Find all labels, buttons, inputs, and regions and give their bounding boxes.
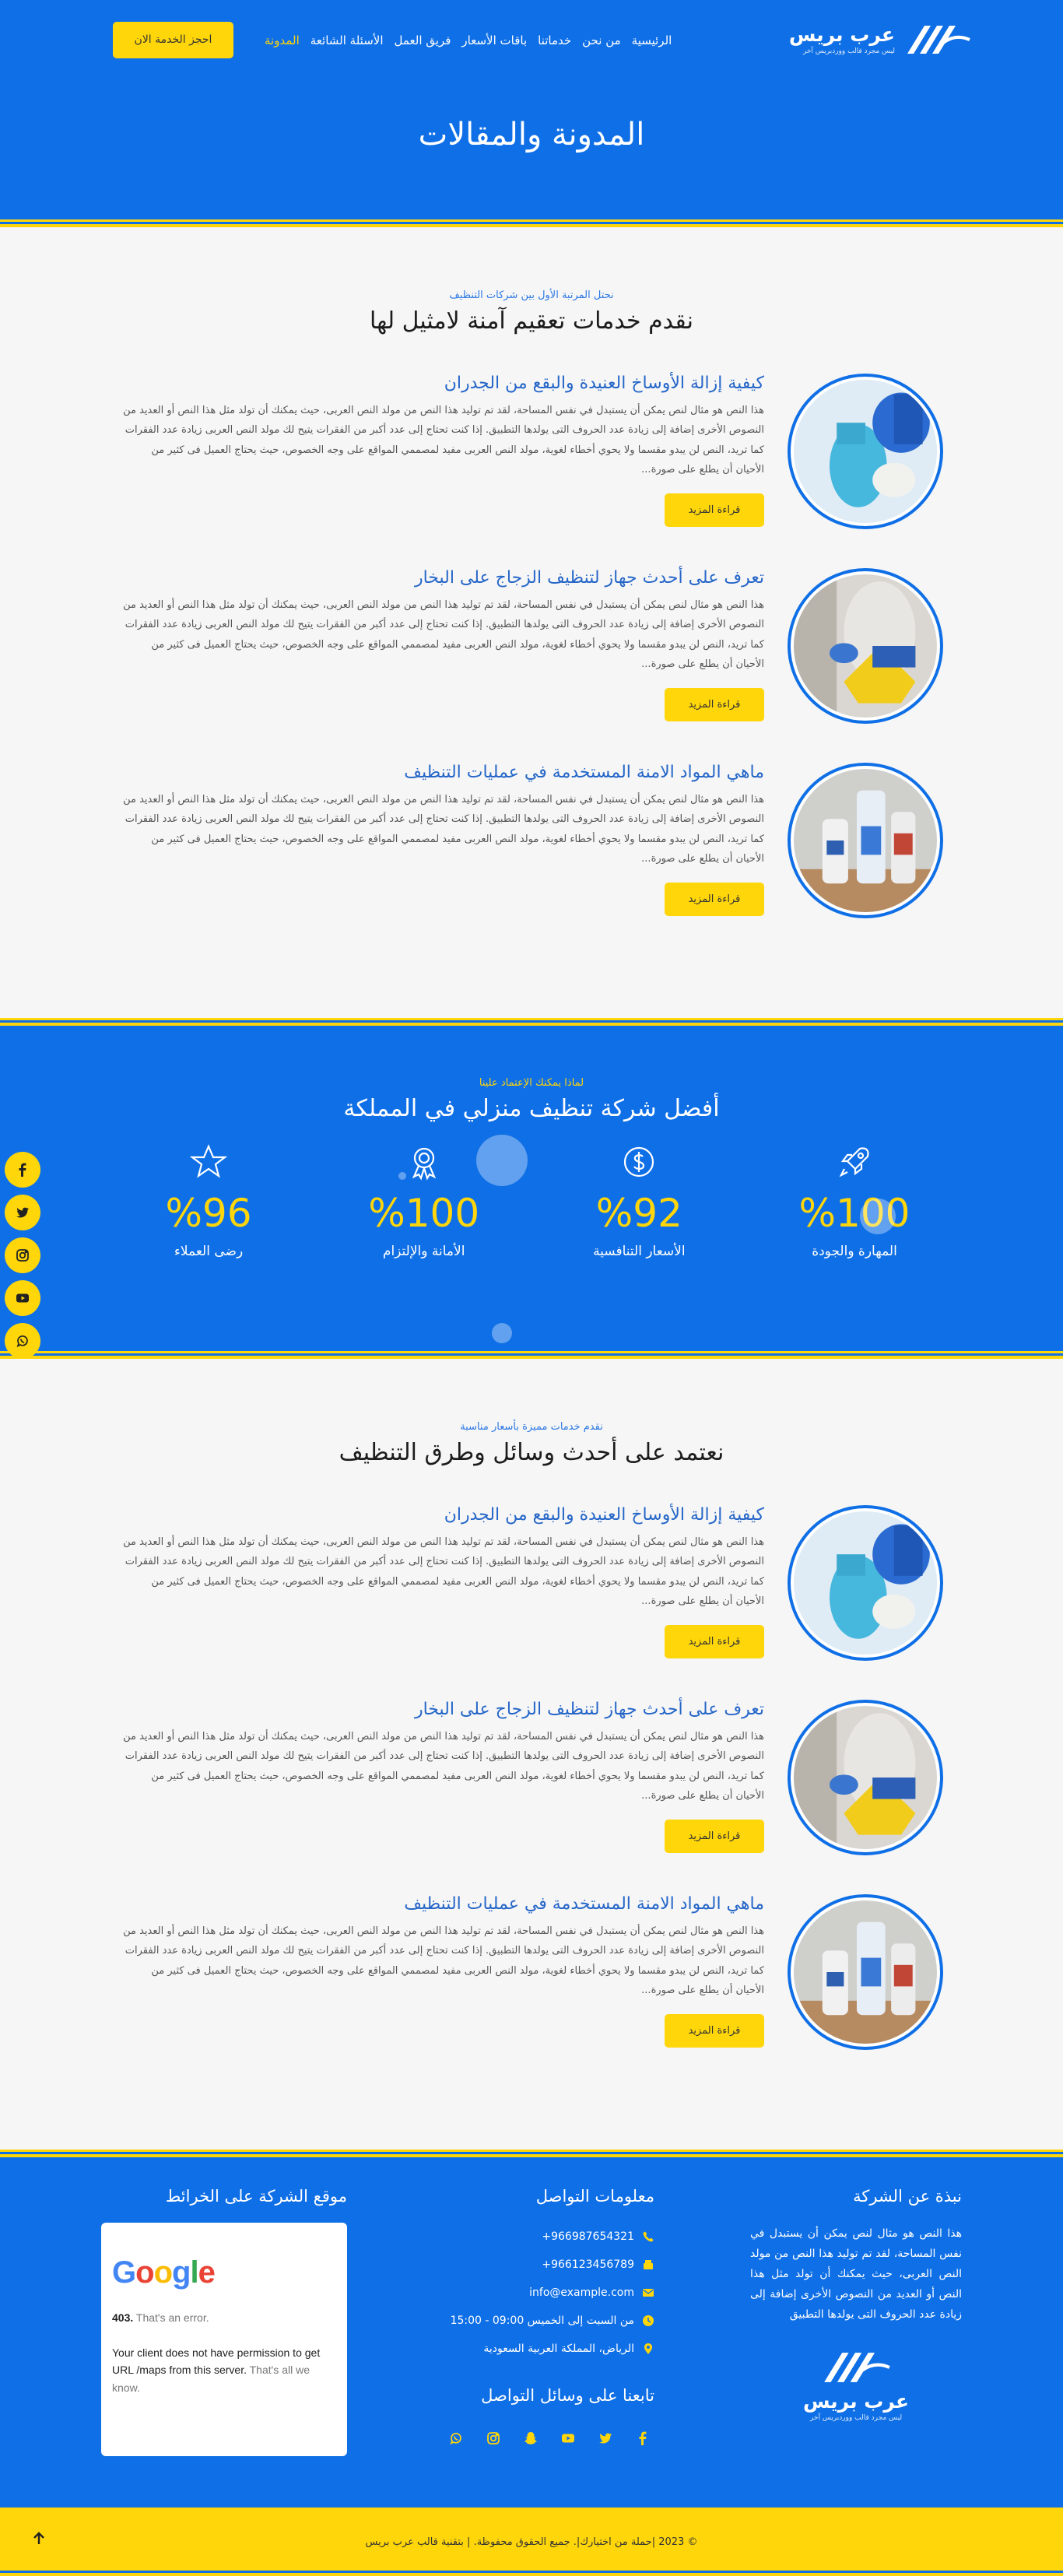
contact-email[interactable] (443, 2279, 654, 2307)
footer-brand-name: عرب بريس (802, 2390, 910, 2413)
services-section (0, 1359, 1063, 2150)
page-header (0, 0, 1063, 227)
copyright-text: © 2023 |حملة من اختيارك|. جميع الحقوق محفوظة. | بتقنية قالب عرب بريس (365, 2536, 698, 2548)
read-more-button[interactable]: قراءة المزيد (665, 883, 764, 916)
stat-label: رضى العملاء (174, 1244, 244, 1259)
stats-kicker: لماذا يمكنك الإعتماد علينا (479, 1077, 584, 1089)
post-card (120, 763, 943, 957)
post-thumbnail[interactable] (788, 1700, 943, 1855)
snapchat-icon[interactable] (519, 2427, 542, 2450)
contact-address-text: الرياض، المملكة العربية السعودية (483, 2343, 634, 2355)
stats-title: أفضل شركة تنظيف منزلي في المملكة (343, 1095, 720, 1122)
footer-about-text: هذا النص هو مثال لنص يمكن أن يستبدل في نفس المساحة، لقد تم توليد هذا النص من مولد النص العربى، حيث يمكنك أن تولد مثل هذا النص أو العديد من النصوص الأخرى إضافة إلى زيادة عدد الحروف التى يولدها التطبيق (750, 2227, 962, 2321)
spray-bottle-wiping-image (794, 1511, 937, 1655)
post-list (120, 374, 943, 957)
read-more-button[interactable]: قراءة المزيد (665, 1625, 764, 1658)
cleaning-products-image (794, 1900, 937, 2044)
stat-value: %92 (595, 1191, 682, 1236)
post-excerpt: هذا النص هو مثال لنص يمكن أن يستبدل في نفس المساحة، لقد تم توليد هذا النص من مولد النص العربى، حيث يمكنك أن تولد مثل هذا النص أو العديد من النصوص الأخرى إضافة إلى زيادة عدد الحروف التى يولدها التطبيق. إذا كنت تحتاج إلى عدد أكبر من الفقرات يتيح لك مولد النص العربى زيادة عدد الفقرات كما تريد، النص لن يبدو مقسما ولا يحوي أخطاء لغوية، مولد النص العربى مفيد لمصممي المواقع على وجه الخصوص، حيث يحتاج العميل فى كثير من الأحيان أن يطلع على صورة... (123, 1731, 764, 1802)
nav-services[interactable]: خدماتنا (538, 33, 572, 47)
decorative-bubble (492, 1323, 512, 1343)
stats-row (139, 1142, 924, 1259)
copyright-bar (0, 2508, 1063, 2576)
contact-phone-text: 966987654321+ (542, 2230, 634, 2243)
read-more-button[interactable]: قراءة المزيد (665, 688, 764, 721)
contact-fax-text: 966123456789+ (542, 2258, 634, 2271)
map-error-message (112, 2344, 336, 2396)
services-title: نعتمد على أحدث وسائل وطرق التنظيف (339, 1439, 724, 1466)
floating-social-bar (5, 1152, 40, 1359)
whatsapp-icon[interactable] (5, 1323, 40, 1359)
contact-hours-text: من السبت إلى الخميس 09:00 - 15:00 (450, 2315, 634, 2327)
nav-team[interactable]: فريق العمل (394, 33, 451, 47)
post-title[interactable]: كيفية إزالة الأوساخ العنيدة والبقع من الجدران (444, 1505, 764, 1525)
page-title: المدونة والمقالات (418, 117, 645, 153)
contact-address (443, 2335, 654, 2363)
youtube-icon[interactable] (5, 1280, 40, 1316)
services-kicker: نقدم خدمات مميزة بأسعار مناسبة (460, 1421, 603, 1433)
post-excerpt: هذا النص هو مثال لنص يمكن أن يستبدل في نفس المساحة، لقد تم توليد هذا النص من مولد النص العربى، حيث يمكنك أن تولد مثل هذا النص أو العديد من النصوص الأخرى إضافة إلى زيادة عدد الحروف التى يولدها التطبيق. إذا كنت تحتاج إلى عدد أكبر من الفقرات يتيح لك مولد النص العربى زيادة عدد الفقرات كما تريد، النص لن يبدو مقسما ولا يحوي أخطاء لغوية، مولد النص العربى مفيد لمصممي المواقع على وجه الخصوص، حيث يحتاج العميل فى كثير من الأحيان أن يطلع على صورة... (123, 794, 764, 865)
nav-blog[interactable]: المدونة (265, 33, 300, 47)
stat-label: الأمانة والإلتزام (382, 1244, 465, 1259)
contact-fax[interactable] (443, 2251, 654, 2279)
stat-value: %100 (798, 1191, 910, 1236)
post-thumbnail[interactable] (788, 568, 943, 724)
footer-map-title: موقع الشركة على الخرائط (165, 2187, 347, 2206)
read-more-button[interactable]: قراءة المزيد (665, 1820, 764, 1853)
whatsapp-icon[interactable] (444, 2427, 468, 2450)
main-menu (265, 33, 672, 47)
footer-brand-tagline: ليس مجرد قالب ووردبريس آخر (809, 2414, 903, 2423)
contact-phone[interactable] (443, 2223, 654, 2251)
post-title[interactable]: تعرف على أحدث جهاز لتنظيف الزجاج على البخار (414, 568, 764, 588)
post-card (120, 1700, 943, 1894)
footer-social-links (443, 2427, 654, 2450)
decorative-bubble (860, 1199, 896, 1234)
post-list (120, 1505, 943, 2089)
location-pin-icon (642, 2343, 654, 2355)
cleaning-products-image (794, 769, 937, 912)
nav-home[interactable]: الرئيسية (631, 33, 672, 47)
instagram-icon[interactable] (482, 2427, 505, 2450)
post-excerpt: هذا النص هو مثال لنص يمكن أن يستبدل في نفس المساحة، لقد تم توليد هذا النص من مولد النص العربى، حيث يمكنك أن تولد مثل هذا النص أو العديد من النصوص الأخرى إضافة إلى زيادة عدد الحروف التى يولدها التطبيق. إذا كنت تحتاج إلى عدد أكبر من الفقرات يتيح لك مولد النص العربى زيادة عدد الفقرات كما تريد، النص لن يبدو مقسما ولا يحوي أخطاء لغوية، مولد النص العربى مفيد لمصممي المواقع على وجه الخصوص، حيث يحتاج العميل فى كثير من الأحيان أن يطلع على صورة... (123, 1925, 764, 1997)
post-thumbnail[interactable] (788, 763, 943, 918)
spray-bottle-wiping-image (794, 380, 937, 523)
cleaning-with-yellow-cloth-image (794, 574, 937, 718)
stat-quality (784, 1142, 924, 1259)
post-title[interactable]: ماهي المواد الامنة المستخدمة في عمليات التنظيف (404, 763, 764, 782)
post-title[interactable]: ماهي المواد الامنة المستخدمة في عمليات التنظيف (404, 1894, 764, 1914)
nav-about[interactable]: من نحن (582, 33, 621, 47)
post-card (120, 374, 943, 568)
facebook-icon[interactable] (631, 2427, 654, 2450)
read-more-button[interactable]: قراءة المزيد (665, 493, 764, 527)
blog-section (0, 227, 1063, 1018)
stat-value: %100 (368, 1191, 480, 1236)
twitter-icon[interactable] (594, 2427, 617, 2450)
stat-satisfaction (139, 1142, 279, 1259)
book-service-button[interactable]: احجز الخدمة الان (113, 22, 233, 58)
footer-brand[interactable] (750, 2348, 962, 2422)
stat-trust (354, 1142, 494, 1259)
decorative-bubble (476, 1135, 528, 1186)
award-icon (405, 1142, 444, 1181)
nav-pricing[interactable]: باقات الأسعار (461, 33, 528, 47)
site-footer (0, 2150, 1063, 2508)
decorative-bubble (398, 1172, 406, 1180)
facebook-icon[interactable] (5, 1152, 40, 1188)
instagram-icon[interactable] (5, 1237, 40, 1273)
navbar (113, 20, 971, 59)
stat-prices (569, 1142, 709, 1259)
google-logo: Google (112, 2255, 215, 2290)
footer-about-title: نبذة عن الشركة (853, 2187, 962, 2206)
map-error-line (112, 2311, 336, 2324)
post-excerpt: هذا النص هو مثال لنص يمكن أن يستبدل في نفس المساحة، لقد تم توليد هذا النص من مولد النص العربى، حيث يمكنك أن تولد مثل هذا النص أو العديد من النصوص الأخرى إضافة إلى زيادة عدد الحروف التى يولدها التطبيق. إذا كنت تحتاج إلى عدد أكبر من الفقرات يتيح لك مولد النص العربى زيادة عدد الفقرات كما تريد، النص لن يبدو مقسما ولا يحوي أخطاء لغوية، مولد النص العربى مفيد لمصممي المواقع على وجه الخصوص، حيث يحتاج العميل فى كثير من الأحيان أن يطلع على صورة... (123, 1536, 764, 1608)
contact-hours (443, 2307, 654, 2335)
arrow-up-icon (31, 2531, 47, 2546)
brand-tagline: ليس مجرد قالب ووردبريس آخر (802, 47, 895, 55)
email-icon (642, 2286, 654, 2299)
post-thumbnail[interactable] (788, 1505, 943, 1661)
logo-mark-icon (904, 23, 971, 57)
map-error-code: 403. (112, 2311, 134, 2324)
brand-name: عرب بريس (788, 23, 895, 46)
phone-icon (642, 2230, 654, 2243)
post-card (120, 568, 943, 763)
post-excerpt: هذا النص هو مثال لنص يمكن أن يستبدل في نفس المساحة، لقد تم توليد هذا النص من مولد النص العربى، حيث يمكنك أن تولد مثل هذا النص أو العديد من النصوص الأخرى إضافة إلى زيادة عدد الحروف التى يولدها التطبيق. إذا كنت تحتاج إلى عدد أكبر من الفقرات يتيح لك مولد النص العربى زيادة عدد الفقرات كما تريد، النص لن يبدو مقسما ولا يحوي أخطاء لغوية، مولد النص العربى مفيد لمصممي المواقع على وجه الخصوص، حيث يحتاج العميل فى كثير من الأحيان أن يطلع على صورة... (123, 599, 764, 671)
post-thumbnail[interactable] (788, 1894, 943, 2050)
cleaning-with-yellow-cloth-image (794, 1706, 937, 1849)
dollar-icon (619, 1142, 658, 1181)
blog-title: نقدم خدمات تعقيم آمنة لامثيل لها (370, 307, 693, 335)
post-thumbnail[interactable] (788, 374, 943, 529)
post-title[interactable]: تعرف على أحدث جهاز لتنظيف الزجاج على البخار (414, 1700, 764, 1719)
follow-us-title: تابعنا على وسائل التواصل (481, 2386, 654, 2405)
logo-mark-icon (821, 2348, 891, 2387)
post-title[interactable]: كيفية إزالة الأوساخ العنيدة والبقع من الجدران (444, 374, 764, 393)
map-error-text: That's an error. (135, 2311, 209, 2324)
youtube-icon[interactable] (556, 2427, 580, 2450)
map-message-text: Your client does not have permission to get URL /maps from this server. (112, 2346, 321, 2377)
nav-faq[interactable]: الأسئلة الشائعة (310, 33, 384, 47)
clock-icon (642, 2315, 654, 2327)
post-card (120, 1894, 943, 2089)
map-embed[interactable] (101, 2223, 347, 2456)
footer-about (750, 2187, 962, 2456)
stat-label: الأسعار التنافسية (593, 1244, 686, 1259)
star-icon (189, 1142, 228, 1181)
footer-contact (443, 2187, 654, 2456)
blog-kicker: نحتل المرتبة الأول بين شركات التنظيف (449, 290, 614, 301)
stat-value: %96 (165, 1191, 252, 1236)
contact-email-text: info@example.com (529, 2286, 634, 2299)
read-more-button[interactable]: قراءة المزيد (665, 2014, 764, 2048)
post-card (120, 1505, 943, 1700)
footer-map (101, 2187, 347, 2456)
footer-contact-title: معلومات التواصل (535, 2187, 654, 2206)
rocket-icon (835, 1142, 874, 1181)
stats-section (0, 1018, 1063, 1359)
twitter-icon[interactable] (5, 1195, 40, 1230)
map-message-tail: That's all we know. (112, 2364, 310, 2394)
stat-label: المهارة والجودة (812, 1244, 897, 1259)
back-to-top-button[interactable] (23, 2523, 54, 2554)
fax-icon (642, 2258, 654, 2271)
post-excerpt: هذا النص هو مثال لنص يمكن أن يستبدل في نفس المساحة، لقد تم توليد هذا النص من مولد النص العربى، حيث يمكنك أن تولد مثل هذا النص أو العديد من النصوص الأخرى إضافة إلى زيادة عدد الحروف التى يولدها التطبيق. إذا كنت تحتاج إلى عدد أكبر من الفقرات يتيح لك مولد النص العربى زيادة عدد الفقرات كما تريد، النص لن يبدو مقسما ولا يحوي أخطاء لغوية، مولد النص العربى مفيد لمصممي المواقع على وجه الخصوص، حيث يحتاج العميل فى كثير من الأحيان أن يطلع على صورة... (123, 405, 764, 476)
brand-logo[interactable] (789, 23, 971, 57)
